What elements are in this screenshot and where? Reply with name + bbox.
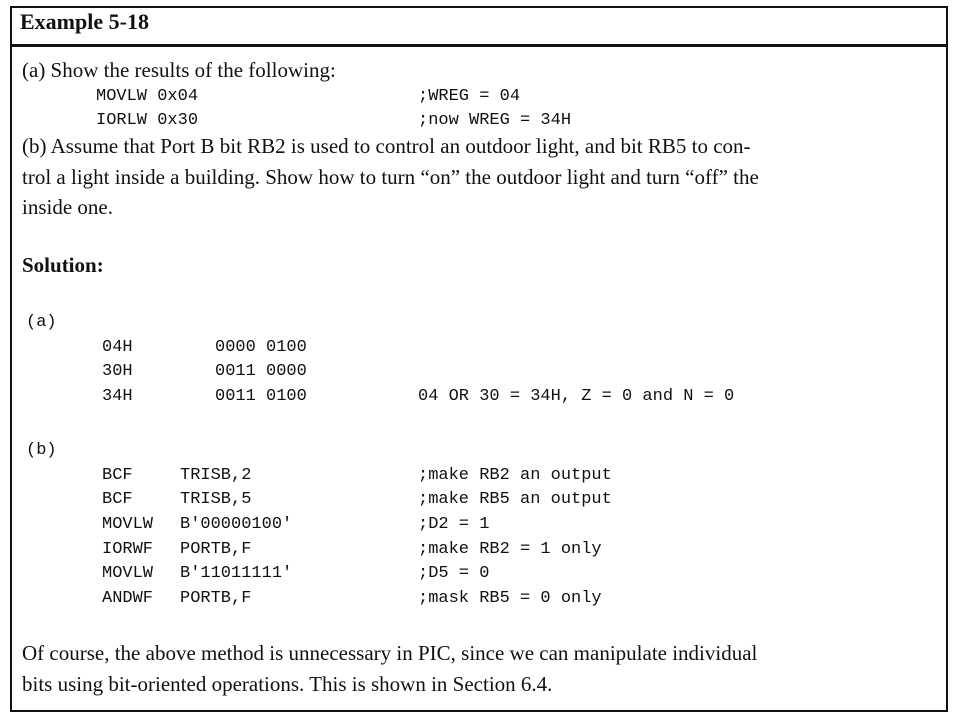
binary-row-2-hex: 34H	[102, 387, 133, 406]
closing-line-2: bits using bit-oriented operations. This is shown in Section 6.4.	[22, 672, 553, 696]
title-divider	[10, 44, 948, 47]
code-b-arg-1: TRISB,5	[180, 490, 252, 509]
example-title: Example 5-18	[20, 9, 149, 34]
code-b-op-0: BCF	[102, 466, 133, 485]
part-b-question-line-2: trol a light inside a building. Show how to turn “on” the outdoor light and turn “off” the	[22, 165, 759, 189]
code-b-op-5: ANDWF	[102, 589, 154, 608]
code-b-arg-5: PORTB,F	[180, 589, 252, 608]
code-b-comment-2: ;D2 = 1	[418, 515, 490, 534]
binary-row-2-note: 04 OR 30 = 34H, Z = 0 and N = 0	[418, 387, 735, 406]
code-b-comment-0: ;make RB2 an output	[418, 466, 612, 485]
code-b-op-3: IORWF	[102, 540, 154, 559]
code-a-instr-0: MOVLW 0x04	[96, 87, 199, 106]
code-a-comment-1: ;now WREG = 34H	[418, 111, 572, 130]
binary-row-1-hex: 30H	[102, 362, 133, 381]
part-b-question-line-1: (b) Assume that Port B bit RB2 is used to control an outdoor light, and bit RB5 to con-	[22, 134, 751, 158]
code-b-arg-2: B'00000100'	[180, 515, 293, 534]
code-b-comment-5: ;mask RB5 = 0 only	[418, 589, 602, 608]
code-b-op-1: BCF	[102, 490, 133, 509]
code-b-comment-4: ;D5 = 0	[418, 564, 490, 583]
part-b-question-line-3: inside one.	[22, 195, 113, 219]
code-a-comment-0: ;WREG = 04	[418, 87, 521, 106]
solution-b-label: (b)	[26, 441, 57, 460]
code-b-arg-0: TRISB,2	[180, 466, 252, 485]
closing-line-1: Of course, the above method is unnecessary in PIC, since we can manipulate individual	[22, 641, 758, 665]
part-a-question: (a) Show the results of the following:	[22, 58, 336, 82]
code-a-instr-1: IORLW 0x30	[96, 111, 199, 130]
binary-row-1-bin: 0011 0000	[215, 362, 307, 381]
code-b-comment-1: ;make RB5 an output	[418, 490, 612, 509]
binary-row-0-bin: 0000 0100	[215, 338, 307, 357]
code-b-op-4: MOVLW	[102, 564, 154, 583]
binary-row-0-hex: 04H	[102, 338, 133, 357]
code-b-arg-4: B'11011111'	[180, 564, 293, 583]
solution-heading: Solution:	[22, 253, 104, 277]
solution-a-label: (a)	[26, 313, 57, 332]
binary-row-2-bin: 0011 0100	[215, 387, 307, 406]
code-b-op-2: MOVLW	[102, 515, 154, 534]
code-b-arg-3: PORTB,F	[180, 540, 252, 559]
code-b-comment-3: ;make RB2 = 1 only	[418, 540, 602, 559]
